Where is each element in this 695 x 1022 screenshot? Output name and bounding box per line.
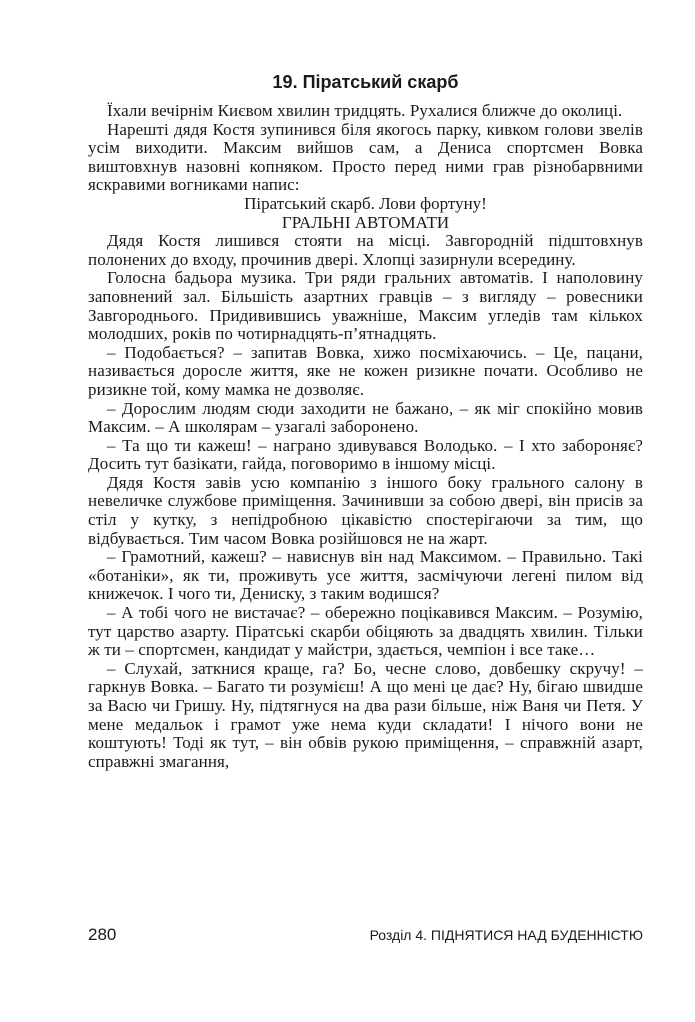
paragraph: Дядя Костя лишився стояти на місці. Завгородній підштовхнув полонених до входу, прочинив двері. Хлопці зазирнули всередину. — [88, 231, 643, 269]
paragraph: – Грамотний, кажеш? – нависнув він над Максимом. – Правильно. Такі «ботаніки», як ти, проживуть усе життя, засмічуючи легені пилом від книжечок. І чого ти, Дениску, з таким водишся? — [88, 547, 643, 604]
page-content — [88, 72, 643, 771]
paragraph: – А тобі чого не вистачає? – обережно поцікавився Максим. – Розумію, тут царство азарту. Піратські скарби обіцяють за двадцять хвилин. Тільки ж ти – спортсмен, кандидат у майстри, здається, чемпіон і все таке… — [88, 603, 643, 660]
sign-text — [88, 195, 643, 232]
paragraph: – Та що ти кажеш! – награно здивувався Володько. – І хто забороняє? Досить тут базікати, гайда, поговоримо в іншому місці. — [88, 435, 643, 474]
paragraph: Нарешті дядя Костя зупинився біля якогось парку, кивком голови звелів усім виходити. Максим вийшов сам, а Дениса спортсмен Вовка виштовхнув назовні копняком. Просто перед ними грав різнобарвними яскравими вогниками напис: — [88, 119, 643, 195]
page-number: 280 — [88, 925, 117, 944]
paragraph: – Дорослим людям сюди заходити не бажано, – як міг спокійно мовив Максим. – А школярам – узагалі заборонено. — [88, 398, 643, 437]
paragraph: – Подобається? – запитав Вовка, хижо посміхаючись. – Це, пацани, називається доросле життя, яке не кожен ризикне почати. Особливо не ризикне той, кому мамка не дозволяє. — [88, 342, 643, 399]
page-footer — [88, 925, 643, 945]
sign-line-1: Піратський скарб. Лови фортуну! — [244, 193, 487, 213]
paragraph: – Слухай, заткнися краще, га? Бо, чесне слово, довбешку скручу! – гаркнув Вовка. – Багато ти розумієш! А що мені це дає? Ну, бігаю швидше за Васю чи Гришу. Ну, підтягнуся на два рази більше, ніж Ваня чи Петя. У мене медальок і грамот уже нема куди складати! І нічого вони не коштують! Тоді як тут, – він обвів рукою приміщення, – справжній азарт, справжні змагання, — [88, 658, 643, 771]
sign-line-2: ГРАЛЬНІ АВТОМАТИ — [281, 212, 450, 232]
section-title: Розділ 4. ПІДНЯТИСЯ НАД БУДЕННІСТЮ — [369, 927, 643, 943]
paragraph: Дядя Костя завів усю компанію з іншого боку грального салону в невеличке службове приміщення. Зачинивши за собою двері, він присів за стіл у кутку, з непідробною цікавістю спостерігаючи за тим, що відбувається. Тим часом Вовка розійшовся не на жарт. — [88, 472, 643, 548]
paragraph: Їхали вечірнім Києвом хвилин тридцять. Рухалися ближче до околиці. — [107, 101, 623, 120]
chapter-title: 19. Піратський скарб — [272, 72, 459, 92]
paragraph: Голосна бадьора музика. Три ряди гральних автоматів. І наполовину заповнений зал. Більшість азартних гравців – з вигляду – ровесники Завгороднього. Придивившись уважніше, Максим угледів там кількох молодших, років по чотирнадцять-п’ятнадцять. — [88, 268, 643, 344]
